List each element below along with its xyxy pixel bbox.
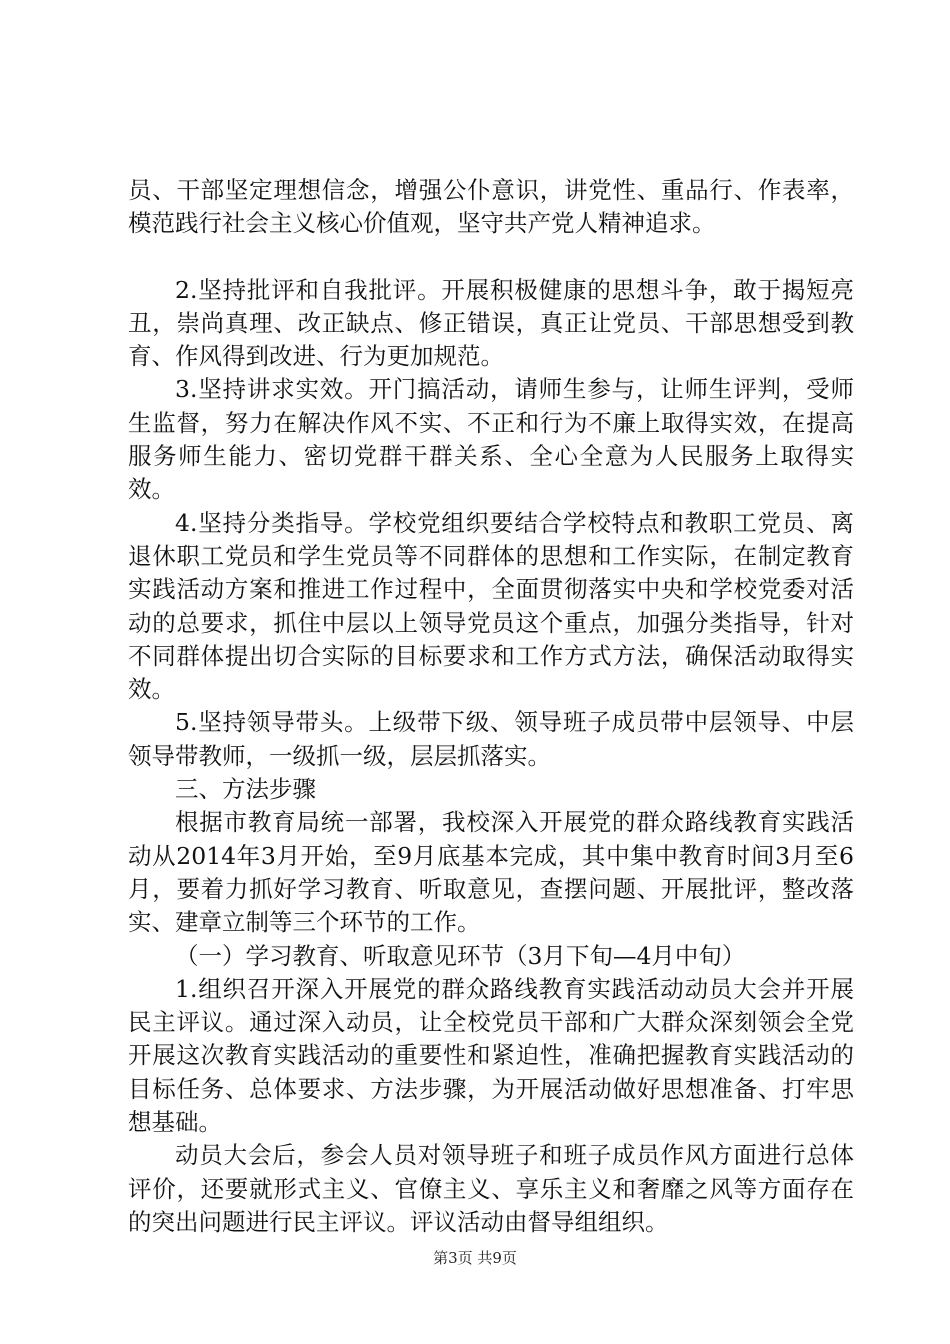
paragraph-step-1: 1.组织召开深入开展党的群众路线教育实践活动动员大会并开展民主评议。通过深入动员，让全校党员干部和广大群众深刻领会全党开展这次教育实践活动的重要性和紧迫性，准确把握教育实践活动的目标任务、总体要求、方法步骤，为开展活动做好思想准备、打牢思想基础。 (128, 974, 854, 1137)
document-body (128, 174, 854, 1239)
subsection-heading-study: （一）学习教育、听取意见环节（3月下旬—4月中旬） (175, 941, 746, 970)
paragraph-methods-intro: 根据市教育局统一部署，我校深入开展党的群众路线教育实践活动从2014年3月开始，至9月底基本完成，其中集中教育时间3月至6月，要着力抓好学习教育、听取意见，查摆问题、开展批评，整改落实、建章立制等三个环节的工作。 (128, 808, 854, 937)
paragraph-principle-4: 4.坚持分类指导。学校党组织要结合学校特点和教职工党员、离退休职工党员和学生党员等不同群体的思想和工作实际，在制定教育实践活动方案和推进工作过程中，全面贯彻落实中央和学校党委对活动的总要求，抓住中层以上领导党员这个重点，加强分类指导，针对不同群体提出切合实际的目标要求和工作方式方法，确保活动取得实效。 (128, 508, 854, 704)
page-number-footer: 第3页 共9页 (433, 1249, 517, 1267)
paragraph-continuation: 员、干部坚定理想信念，增强公仆意识，讲党性、重品行、作表率，模范践行社会主义核心价值观，坚守共产党人精神追求。 (128, 176, 854, 238)
paragraph-after-meeting: 动员大会后，参会人员对领导班子和班子成员作风方面进行总体评价，还要就形式主义、官僚主义、享乐主义和奢靡之风等方面存在的突出问题进行民主评议。评议活动由督导组组织。 (128, 1141, 854, 1236)
section-heading-methods: 三、方法步骤 (175, 775, 316, 804)
paragraph-principle-2: 2.坚持批评和自我批评。开展积极健康的思想斗争，敢于揭短亮丑，崇尚真理、改正缺点、修正错误，真正让党员、干部思想受到教育、作风得到改进、行为更加规范。 (128, 275, 854, 371)
paragraph-principle-3: 3.坚持讲求实效。开门搞活动，请师生参与，让师生评判，受师生监督，努力在解决作风不实、不正和行为不廉上取得实效，在提高服务师生能力、密切党群干群关系、全心全意为人民服务上取得实效。 (128, 375, 854, 504)
paragraph-principle-5: 5.坚持领导带头。上级带下级、领导班子成员带中层领导、中层领导带教师，一级抓一级，层层抓落实。 (128, 708, 854, 770)
